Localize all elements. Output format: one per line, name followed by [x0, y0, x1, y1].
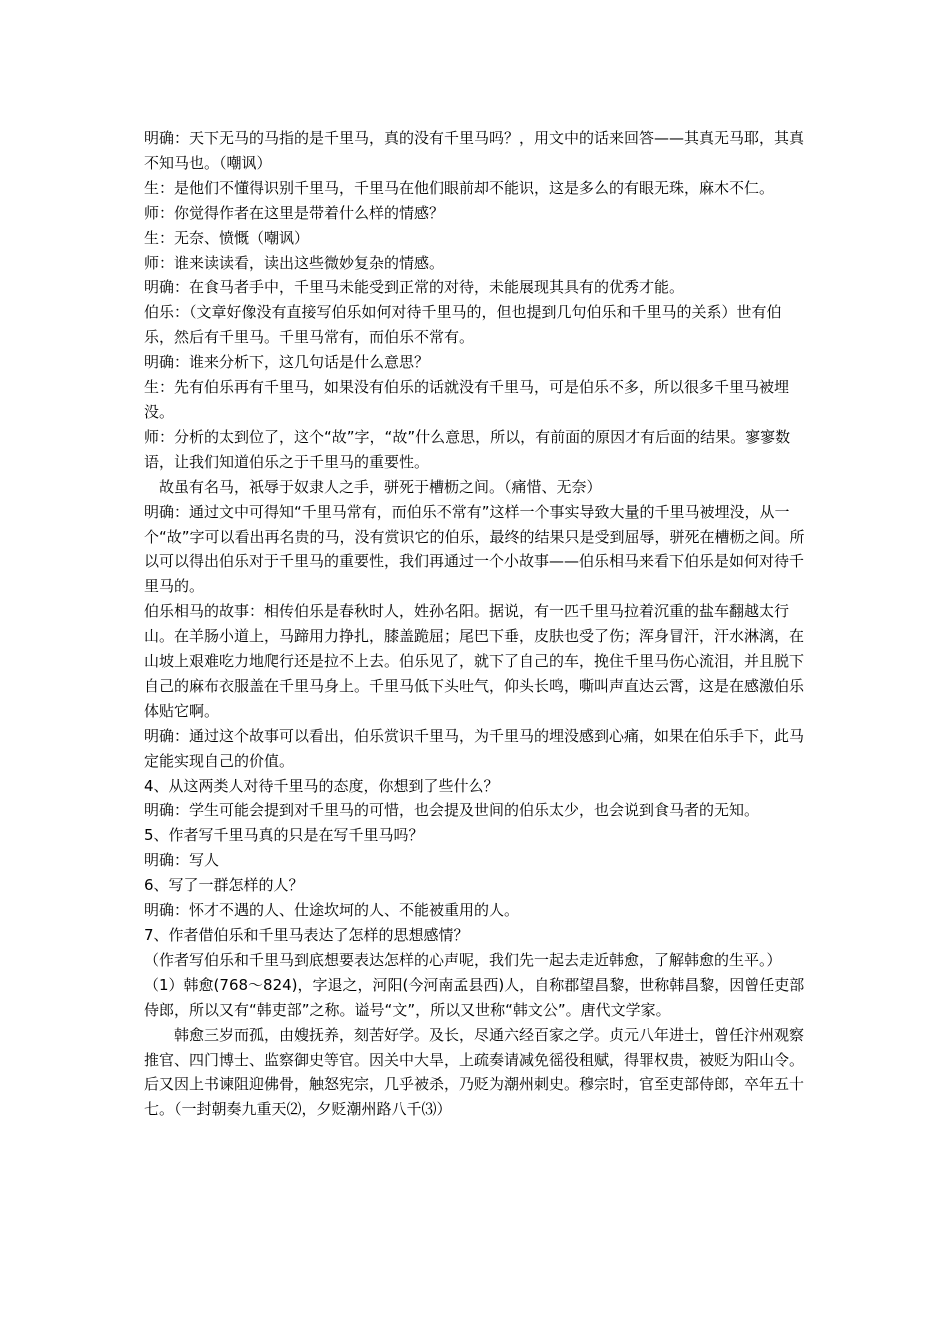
paragraph: （作者写伯乐和千里马到底想要表达怎样的心声呢，我们先一起去走近韩愈，了解韩愈的生平。） [144, 950, 782, 969]
paragraph: 师：谁来读读看，读出这些微妙复杂的情感。 [144, 253, 445, 272]
paragraph: 明确：在食马者手中，千里马未能受到正常的对待，未能展现其具有的优秀才能。 [144, 278, 685, 297]
document-body [144, 126, 810, 1122]
paragraph: 明确：学生可能会提到对千里马的可惜，也会提及世间的伯乐太少，也会说到食马者的无知。 [144, 801, 760, 820]
question-7: 7、作者借伯乐和千里马表达了怎样的思想感情？ [144, 926, 469, 944]
paragraph: 师：你觉得作者在这里是带着什么样的情感？ [144, 203, 445, 222]
question-5: 5、作者写千里马真的只是在写千里马吗？ [144, 826, 424, 845]
quoted-line: 故虽有名马，祇辱于奴隶人之手，骈死于槽枥之间。（痛惜、无奈） [159, 477, 602, 496]
paragraph: 明确：谁来分析下，这几句话是什么意思？ [144, 353, 430, 372]
paragraph: 明确：怀才不遇的人、仕途坎坷的人、不能被重用的人。 [144, 901, 520, 920]
paragraph: 生：是他们不懂得识别千里马，千里马在他们眼前却不能识，这是多么的有眼无珠，麻木不仁。 [144, 178, 775, 197]
paragraph: 师：分析的太到位了，这个“故”字，“故”什么意思，所以，有前面的原因才有后面的结果。寥寥数语，让我们知道伯乐之于千里马的重要性。 [144, 427, 791, 471]
paragraph: 明确：通过这个故事可以看出，伯乐赏识千里马，为千里马的埋没感到心痛，如果在伯乐手下，此马定能实现自己的价值。 [144, 726, 805, 770]
paragraph: 明确：写人 [144, 851, 220, 870]
paragraph: 明确：通过文中可得知“千里马常有，而伯乐不常有”这样一个事实导致大量的千里马被埋没，从一个“故”字可以看出再名贵的马，没有赏识它的伯乐，最终的结果只是受到屈辱，骈死在槽枥之间。所以可以得出伯乐对于千里马的重要性，我们再通过一个小故事——伯乐相马来看下伯乐是如何对待千里马的。 [144, 502, 805, 596]
question-6: 6、写了一群怎样的人？ [144, 876, 304, 895]
han-yu-biography: 韩愈三岁而孤，由嫂抚养，刻苦好学。及长，尽通六经百家之学。贞元八年进士，曾任汴州观察推官、四门博士、监察御史等官。因关中大旱，上疏奏请减免徭役租赋，得罪权贵，被贬为阳山令。后又因上书谏阻迎佛骨，触怒宪宗，几乎被杀，乃贬为潮州刺史。穆宗时，官至吏部侍郎，卒年五十七。（一封朝奏九重天⑵，夕贬潮州路八千⑶） [144, 1025, 805, 1119]
han-yu-intro: （1）韩愈(768～824)，字退之，河阳(今河南孟县西)人，自称郡望昌黎，世称韩昌黎，因曾任吏部侍郎，所以又有“韩吏部”之称。谥号“文”，所以又世称“韩文公”。唐代文学家。 [144, 975, 805, 1019]
paragraph: 明确：天下无马的马指的是千里马，真的没有千里马吗？，用文中的话来回答——其真无马耶，其真不知马也。（嘲讽） [144, 129, 805, 172]
paragraph: 伯乐：（文章好像没有直接写伯乐如何对待千里马的，但也提到几句伯乐和千里马的关系）世有伯乐，然后有千里马。千里马常有，而伯乐不常有。 [144, 303, 782, 347]
question-4: 4、从这两类人对待千里马的态度，你想到了些什么？ [144, 776, 499, 795]
paragraph: 生：先有伯乐再有千里马，如果没有伯乐的话就没有千里马，可是伯乐不多，所以很多千里马被埋没。 [144, 378, 790, 421]
paragraph: 生：无奈、愤慨（嘲讽） [144, 228, 310, 247]
paragraph: 伯乐相马的故事：相传伯乐是春秋时人，姓孙名阳。据说，有一匹千里马拉着沉重的盐车翻越太行山。在羊肠小道上，马蹄用力挣扎，膝盖跪屈；尾巴下垂，皮肤也受了伤；浑身冒汗，汗水淋漓，在山坡上艰难吃力地爬行还是拉不上去。伯乐见了，就下了自己的车，挽住千里马伤心流泪，并且脱下自己的麻布衣服盖在千里马身上。千里马低下头吐气，仰头长鸣，嘶叫声直达云霄，这是在感激伯乐体贴它啊。 [144, 602, 805, 720]
